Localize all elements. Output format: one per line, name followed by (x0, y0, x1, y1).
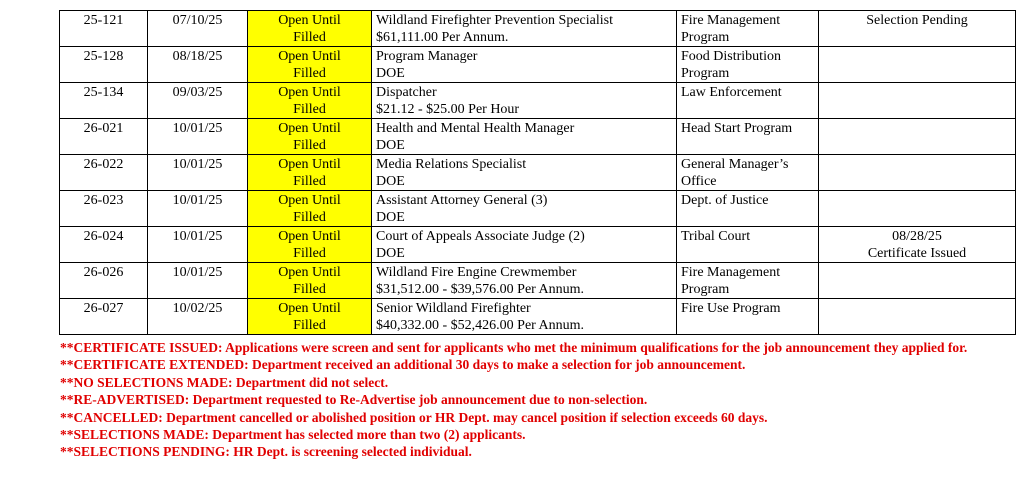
status-line: Open Until (278, 193, 341, 208)
note-re-advertised: **RE-ADVERTISED: Department requested to Re-Advertise job announcement due to non-selection. (60, 392, 648, 408)
position-cell (372, 155, 677, 191)
selection-cell (819, 11, 1016, 47)
status-cell (248, 227, 372, 263)
department-line: Program (681, 66, 730, 81)
status-line: Filled (293, 210, 326, 225)
department-line: Food Distribution (681, 49, 781, 64)
position-title: Media Relations Specialist (376, 157, 527, 172)
department-cell (677, 11, 819, 47)
announcement-number: 25-121 (60, 11, 148, 47)
announcement-number: 26-021 (60, 119, 148, 155)
position-pay: $31,512.00 - $39,576.00 Per Annum. (376, 282, 585, 297)
position-title: Court of Appeals Associate Judge (2) (376, 229, 585, 244)
status-cell (248, 47, 372, 83)
note-selections-made: **SELECTIONS MADE: Department has selected more than two (2) applicants. (60, 427, 526, 443)
note-certificate-extended: **CERTIFICATE EXTENDED: Department received an additional 30 days to make a selection for job announcement. (60, 357, 746, 373)
status-line: Open Until (278, 85, 341, 100)
table-row (60, 299, 1016, 335)
department-cell (677, 155, 819, 191)
department-line: Fire Management (681, 265, 781, 280)
posting-date: 10/01/25 (148, 227, 248, 263)
position-title: Health and Mental Health Manager (376, 121, 575, 136)
position-pay: DOE (376, 66, 405, 81)
note-cancelled: **CANCELLED: Department cancelled or abolished position or HR Dept. may cancel position if selection exceeds 60 days. (60, 409, 768, 425)
position-title: Wildland Fire Engine Crewmember (376, 265, 577, 280)
status-line: Open Until (278, 13, 341, 28)
department-line: Fire Management (681, 13, 781, 28)
position-cell (372, 191, 677, 227)
status-line: Open Until (278, 229, 341, 244)
department-line: Law Enforcement (681, 85, 782, 100)
posting-date: 10/01/25 (148, 155, 248, 191)
position-pay: $21.12 - $25.00 Per Hour (376, 102, 520, 117)
position-pay: $61,111.00 Per Annum. (376, 30, 509, 45)
position-cell (372, 263, 677, 299)
status-cell (248, 119, 372, 155)
selection-line: Certificate Issued (867, 246, 967, 261)
position-pay: DOE (376, 138, 405, 153)
announcement-number: 26-024 (60, 227, 148, 263)
selection-line: 08/28/25 (892, 229, 942, 244)
status-cell (248, 263, 372, 299)
status-line: Filled (293, 102, 326, 117)
announcement-number: 26-027 (60, 299, 148, 335)
position-title: Dispatcher (376, 85, 437, 100)
position-title: Assistant Attorney General (3) (376, 193, 548, 208)
position-title: Program Manager (376, 49, 478, 64)
table-row (60, 11, 1016, 47)
position-cell (372, 83, 677, 119)
posting-date: 08/18/25 (148, 47, 248, 83)
status-cell (248, 191, 372, 227)
position-cell (372, 47, 677, 83)
selection-cell (819, 299, 1016, 335)
announcement-number: 26-023 (60, 191, 148, 227)
posting-date: 10/02/25 (148, 299, 248, 335)
selection-cell (819, 47, 1016, 83)
posting-date: 10/01/25 (148, 263, 248, 299)
table-row (60, 263, 1016, 299)
department-line: Dept. of Justice (681, 193, 769, 208)
position-cell (372, 119, 677, 155)
table-row (60, 119, 1016, 155)
department-line: General Manager’s (681, 157, 789, 172)
posting-date: 09/03/25 (148, 83, 248, 119)
status-line: Filled (293, 174, 326, 189)
department-cell (677, 83, 819, 119)
department-line: Program (681, 30, 730, 45)
selection-cell (819, 83, 1016, 119)
posting-date: 10/01/25 (148, 191, 248, 227)
department-cell (677, 227, 819, 263)
department-cell (677, 299, 819, 335)
status-cell (248, 155, 372, 191)
status-line: Filled (293, 318, 326, 333)
job-announcements-table (59, 10, 1016, 335)
announcement-number: 26-026 (60, 263, 148, 299)
position-cell (372, 11, 677, 47)
position-cell (372, 227, 677, 263)
status-legend-notes (60, 339, 1010, 461)
department-cell (677, 191, 819, 227)
department-cell (677, 119, 819, 155)
department-line: Head Start Program (681, 121, 793, 136)
position-pay: DOE (376, 210, 405, 225)
announcement-number: 25-128 (60, 47, 148, 83)
status-cell (248, 299, 372, 335)
position-pay: DOE (376, 174, 405, 189)
department-line: Tribal Court (681, 229, 751, 244)
position-pay: DOE (376, 246, 405, 261)
table-row (60, 191, 1016, 227)
status-line: Open Until (278, 121, 341, 136)
position-cell (372, 299, 677, 335)
selection-cell (819, 191, 1016, 227)
selection-line: Selection Pending (866, 13, 968, 28)
note-certificate-issued: **CERTIFICATE ISSUED: Applications were screen and sent for applicants who met the minimum qualifications for the job announcement they applied for. (60, 340, 968, 355)
table-row (60, 83, 1016, 119)
table-row (60, 47, 1016, 83)
selection-cell (819, 227, 1016, 263)
status-line: Open Until (278, 265, 341, 280)
announcement-number: 25-134 (60, 83, 148, 119)
status-line: Filled (293, 138, 326, 153)
position-title: Senior Wildland Firefighter (376, 301, 531, 316)
department-line: Program (681, 282, 730, 297)
selection-cell (819, 119, 1016, 155)
announcement-number: 26-022 (60, 155, 148, 191)
table-row (60, 155, 1016, 191)
status-line: Filled (293, 246, 326, 261)
position-title: Wildland Firefighter Prevention Specialist (376, 13, 613, 28)
status-cell (248, 11, 372, 47)
posting-date: 07/10/25 (148, 11, 248, 47)
selection-cell (819, 155, 1016, 191)
department-cell (677, 263, 819, 299)
department-line: Fire Use Program (681, 301, 781, 316)
table-row (60, 227, 1016, 263)
status-line: Filled (293, 282, 326, 297)
status-line: Filled (293, 30, 326, 45)
status-cell (248, 83, 372, 119)
position-pay: $40,332.00 - $52,426.00 Per Annum. (376, 318, 585, 333)
status-line: Open Until (278, 301, 341, 316)
note-selections-pending: **SELECTIONS PENDING: HR Dept. is screening selected individual. (60, 444, 472, 460)
note-no-selections-made: **NO SELECTIONS MADE: Department did not select. (60, 374, 389, 390)
department-cell (677, 47, 819, 83)
status-line: Filled (293, 66, 326, 81)
selection-cell (819, 263, 1016, 299)
status-line: Open Until (278, 157, 341, 172)
department-line: Office (681, 174, 717, 189)
status-line: Open Until (278, 49, 341, 64)
posting-date: 10/01/25 (148, 119, 248, 155)
